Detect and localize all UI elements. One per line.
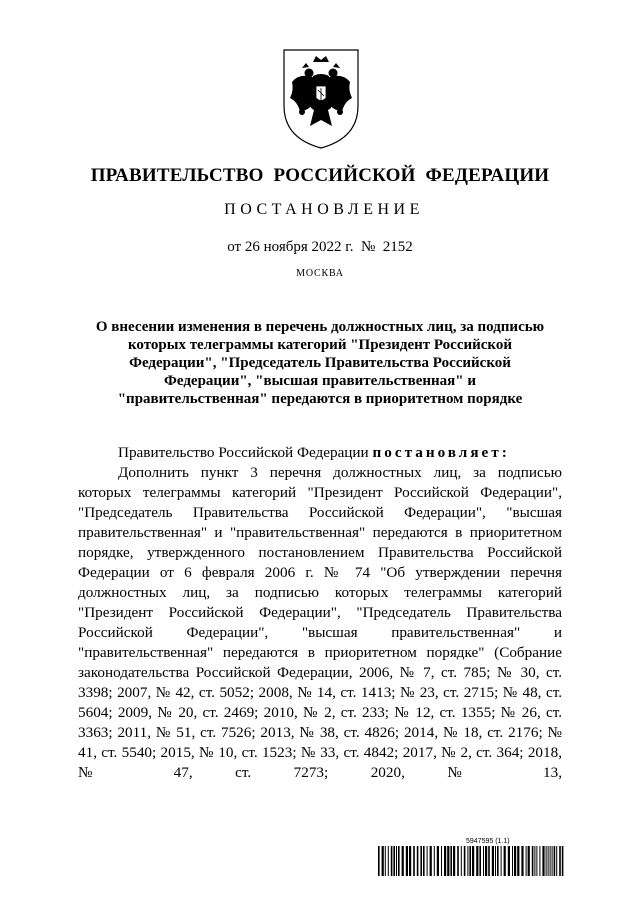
russian-coat-of-arms-icon bbox=[280, 46, 362, 150]
barcode-id: 5947595 (1.1) bbox=[466, 838, 510, 845]
document-body bbox=[78, 443, 562, 783]
barcode-icon bbox=[378, 846, 564, 876]
resolves-keyword: постановляет: bbox=[372, 444, 510, 461]
document-heading: О внесении изменения в перечень должностных лиц, за подписью которых телеграммы категорий "Президент Российской Федерации", "Председатель Правительства Российской Федерации", "высшая правительственная" и "правительственная" передаются в приоритетном порядке bbox=[95, 319, 545, 407]
government-title: ПРАВИТЕЛЬСТВО РОССИЙСКОЙ ФЕДЕРАЦИИ bbox=[90, 165, 550, 186]
preamble-paragraph bbox=[78, 443, 562, 463]
date-and-number: от 26 ноября 2022 г. № 2152 bbox=[227, 239, 413, 255]
main-paragraph: Дополнить пункт 3 перечня должностных лиц, за подписью которых телеграммы категорий "Президент Российской Федерации", "Председатель Правительства Российской Федерации", "высшая правительственная" и "правительственная" передаются в приоритетном порядке, утвержденного постановлением Правительства Российской Федерации от 6 февраля 2006 г. № 74 "Об утверждении перечня должностных лиц, за подписью которых телеграммы категорий "Президент Российской Федерации", "Председатель Правительства Российской Федерации", "высшая правительственная" и "правительственная" передаются в приоритетном порядке" (Собрание законодательства Российской Федерации, 2006, № 7, ст. 785; № 30, ст. 3398; 2007, № 42, ст. 5052; 2008, № 14, ст. 1413; № 23, ст. 2715; № 48, ст. 5604; 2009, № 20, ст. 2469; 2010, № 2, ст. 233; № 12, ст. 1355; № 26, ст. 3363; 2011, № 51, ст. 7526; 2013, № 38, ст. 4826; 2014, № 18, ст. 2176; № 41, ст. 5540; 2015, № 10, ст. 1523; № 33, ст. 4842; 2017, № 2, ст. 364; 2018, № 47, ст. 7273; 2020, № 13, bbox=[78, 464, 562, 781]
city: МОСКВА bbox=[296, 268, 344, 279]
document-type: ПОСТАНОВЛЕНИЕ bbox=[224, 201, 424, 218]
preamble-text: Правительство Российской Федерации bbox=[118, 444, 373, 461]
